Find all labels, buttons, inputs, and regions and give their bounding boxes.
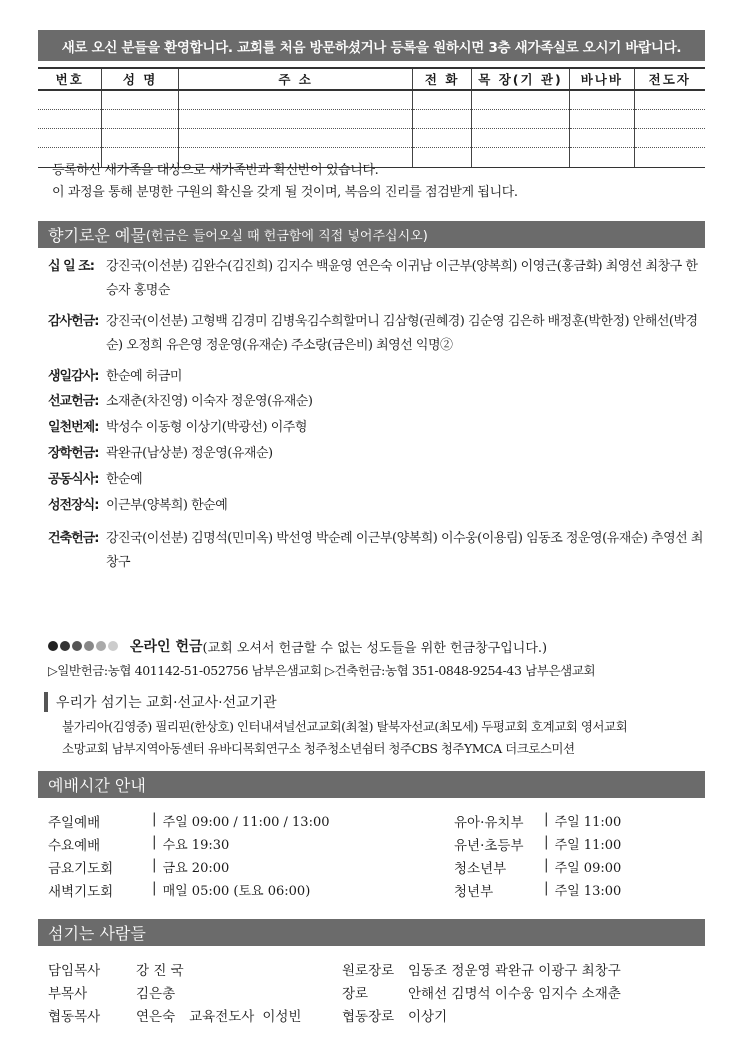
table-cell	[178, 110, 413, 129]
staff-title: 섬기는 사람들	[48, 924, 146, 943]
offering-label: 생일감사:	[48, 369, 99, 384]
welcome-banner: 새로 오신 분들을 환영합니다. 교회를 처음 방문하셨거나 등록을 원하시면 3층 새가족실로 오시기 바랍니다.	[38, 30, 705, 61]
col-name: 성 명	[102, 68, 178, 90]
online-subtitle: (교회 오셔서 헌금할 수 없는 성도들을 위한 헌금창구입니다.)	[202, 640, 548, 656]
table-cell	[570, 110, 634, 129]
worship-label: 새벽기도회	[48, 884, 114, 900]
table-cell	[413, 129, 472, 148]
table-cell	[634, 110, 705, 129]
table-cell	[413, 148, 472, 168]
worship-label: 유아·유치부	[454, 815, 524, 831]
staff-role: 부목사	[48, 986, 88, 1002]
dot-icon	[60, 641, 70, 651]
staff-names: 임동조 정운영 곽완규 이광구 최창구	[408, 963, 621, 979]
staff-row	[342, 1005, 447, 1025]
table-cell	[471, 148, 569, 168]
worship-label: 금요기도회	[48, 861, 114, 877]
table-row	[38, 90, 705, 110]
table-cell	[38, 110, 102, 129]
worship-label: 수요예배	[48, 838, 101, 854]
online-title: 온라인 헌금	[130, 639, 203, 655]
dot-icon	[48, 641, 58, 651]
staff-names: 이상기	[408, 1009, 448, 1025]
dot-icon	[108, 641, 118, 651]
staff-row	[48, 1005, 301, 1025]
serving-line-1: 불가리아(김영중) 필리핀(한상호) 인터내셔널선교교회(최철) 탈북자선교(최모세) 두평교회 호계교회 영서교회	[62, 719, 628, 734]
staff-extra-names: 이성빈	[262, 1009, 302, 1025]
offering-section-header	[38, 221, 705, 248]
offering-label: 건축헌금:	[48, 531, 99, 546]
staff-role: 원로장로	[342, 963, 395, 979]
offering-label: 감사헌금:	[48, 314, 99, 329]
offering-row	[48, 494, 708, 518]
table-cell	[178, 129, 413, 148]
table-cell	[634, 129, 705, 148]
table-cell	[471, 129, 569, 148]
worship-time: 주일 11:00	[554, 838, 622, 853]
dot-icon	[84, 641, 94, 651]
divider: |	[544, 811, 549, 827]
registration-header-row	[38, 68, 705, 90]
worship-time: 주일 09:00 / 11:00 / 13:00	[162, 815, 330, 830]
dots-decoration	[48, 639, 120, 654]
worship-label: 유년·초등부	[454, 838, 524, 854]
worship-time: 수요 19:30	[162, 838, 230, 853]
offering-row	[48, 255, 708, 303]
table-cell	[102, 90, 178, 110]
worship-time: 주일 13:00	[554, 884, 622, 899]
online-offering	[48, 636, 547, 656]
offering-names: 박성수 이동형 이상기(박광선) 이주형	[106, 420, 307, 435]
table-cell	[634, 148, 705, 168]
worship-row	[454, 811, 621, 831]
table-row	[38, 110, 705, 129]
registration-note-2: 이 과정을 통해 분명한 구원의 확신을 갖게 될 것이며, 복음의 진리를 점검받게 됩니다.	[52, 185, 518, 200]
table-cell	[471, 90, 569, 110]
table-cell	[413, 110, 472, 129]
col-barnabas: 바나바	[570, 68, 634, 90]
divider: |	[152, 857, 157, 873]
staff-role: 장로	[342, 986, 369, 1002]
registration-note-1: 등록하신 새가족을 대상으로 새가족반과 확신반이 있습니다.	[52, 163, 379, 178]
staff-extra-role: 교육전도사	[189, 1009, 255, 1025]
registration-table	[38, 67, 705, 168]
table-cell	[38, 129, 102, 148]
dot-icon	[72, 641, 82, 651]
table-cell	[413, 90, 472, 110]
bank-accounts: ▷일반헌금:농협 401142-51-052756 남부은샘교회 ▷건축헌금:농협 351-0848-9254-43 남부은샘교회	[48, 663, 596, 678]
table-cell	[634, 90, 705, 110]
divider: |	[152, 880, 157, 896]
table-cell	[178, 90, 413, 110]
worship-label: 청소년부	[454, 861, 507, 877]
divider: |	[152, 811, 157, 827]
offering-label: 장학헌금:	[48, 446, 99, 461]
staff-role: 담임목사	[48, 963, 101, 979]
worship-title: 예배시간 안내	[48, 776, 146, 795]
worship-section-header	[38, 771, 705, 798]
offering-row	[48, 390, 708, 414]
col-number: 번호	[38, 68, 102, 90]
staff-names: 김은총	[136, 986, 176, 1002]
col-evangelist: 전도자	[634, 68, 705, 90]
offering-row	[48, 365, 708, 389]
offering-label: 십 일 조:	[48, 259, 94, 274]
staff-section-header	[38, 919, 705, 946]
worship-row	[454, 880, 621, 900]
offering-names: 강진국(이선분) 김완수(김진희) 김지수 백윤영 연은숙 이귀남 이근부(양복희) 이영근(홍금화) 최영선 최창구 한승자 홍명순	[106, 259, 698, 298]
staff-names: 강 진 국	[136, 963, 184, 979]
table-row	[38, 129, 705, 148]
offering-label: 일천번제:	[48, 420, 99, 435]
worship-label: 주일예배	[48, 815, 101, 831]
worship-row	[454, 834, 621, 854]
worship-label: 청년부	[454, 884, 494, 900]
worship-time: 주일 09:00	[554, 861, 622, 876]
offering-names: 한순예 허금미	[106, 369, 182, 384]
table-cell	[471, 110, 569, 129]
offering-label: 선교헌금:	[48, 394, 99, 409]
worship-time: 주일 11:00	[554, 815, 622, 830]
offering-row	[48, 416, 708, 440]
worship-row	[48, 880, 310, 900]
serving-title: 우리가 섬기는 교회·선교사·선교기관	[44, 692, 277, 712]
offering-row	[48, 310, 708, 358]
col-phone: 전 화	[413, 68, 472, 90]
table-cell	[38, 90, 102, 110]
col-group: 목 장(기 관)	[471, 68, 569, 90]
worship-row	[48, 857, 229, 877]
dot-icon	[96, 641, 106, 651]
staff-row	[342, 982, 621, 1002]
divider: |	[152, 834, 157, 850]
offering-names: 강진국(이선분) 김명석(민미옥) 박선영 박순례 이근부(양복희) 이수웅(이용림) 임동조 정운영(유재순) 추영선 최창구	[106, 531, 703, 570]
staff-names: 안해선 김명석 이수웅 임지수 소재춘	[408, 986, 621, 1002]
offering-names: 이근부(양복희) 한순예	[106, 498, 228, 513]
table-cell	[102, 129, 178, 148]
offering-names: 한순예	[106, 472, 143, 487]
table-cell	[570, 90, 634, 110]
serving-line-2: 소망교회 남부지역아동센터 유바디목회연구소 청주청소년쉼터 청주CBS 청주YMCA 더크로스미션	[62, 741, 575, 756]
offering-title: 향기로운 예물	[48, 226, 146, 245]
staff-row	[48, 959, 184, 979]
offering-names: 곽완규(남상분) 정운영(유재순)	[106, 446, 273, 461]
staff-names: 연은숙	[136, 1009, 176, 1025]
staff-row	[48, 982, 175, 1002]
divider: |	[544, 834, 549, 850]
offering-label: 성전장식:	[48, 498, 99, 513]
divider: |	[544, 857, 549, 873]
staff-role: 협동목사	[48, 1009, 101, 1025]
table-cell	[570, 148, 634, 168]
offering-subtitle: (헌금은 들어오실 때 헌금함에 직접 넣어주십시오)	[145, 229, 428, 244]
staff-role: 협동장로	[342, 1009, 395, 1025]
offering-row	[48, 527, 708, 575]
offering-row	[48, 468, 708, 492]
offering-names: 강진국(이선분) 고형백 김경미 김병욱김수희할머니 김삼형(권혜경) 김순영 김은하 배정훈(박한정) 안해선(박경순) 오정희 유은영 정운영(유재순) 주소랑(금은비) 최영선 익명②	[106, 314, 698, 353]
offering-label: 공동식사:	[48, 472, 99, 487]
divider: |	[544, 880, 549, 896]
offering-names: 소재춘(차진영) 이숙자 정운영(유재순)	[106, 394, 313, 409]
staff-row	[342, 959, 621, 979]
worship-time: 금요 20:00	[162, 861, 230, 876]
offering-row	[48, 442, 708, 466]
table-cell	[570, 129, 634, 148]
worship-row	[48, 811, 330, 831]
worship-row	[48, 834, 229, 854]
table-cell	[102, 110, 178, 129]
worship-time: 매일 05:00 (토요 06:00)	[162, 884, 311, 899]
col-address: 주 소	[178, 68, 413, 90]
worship-row	[454, 857, 621, 877]
